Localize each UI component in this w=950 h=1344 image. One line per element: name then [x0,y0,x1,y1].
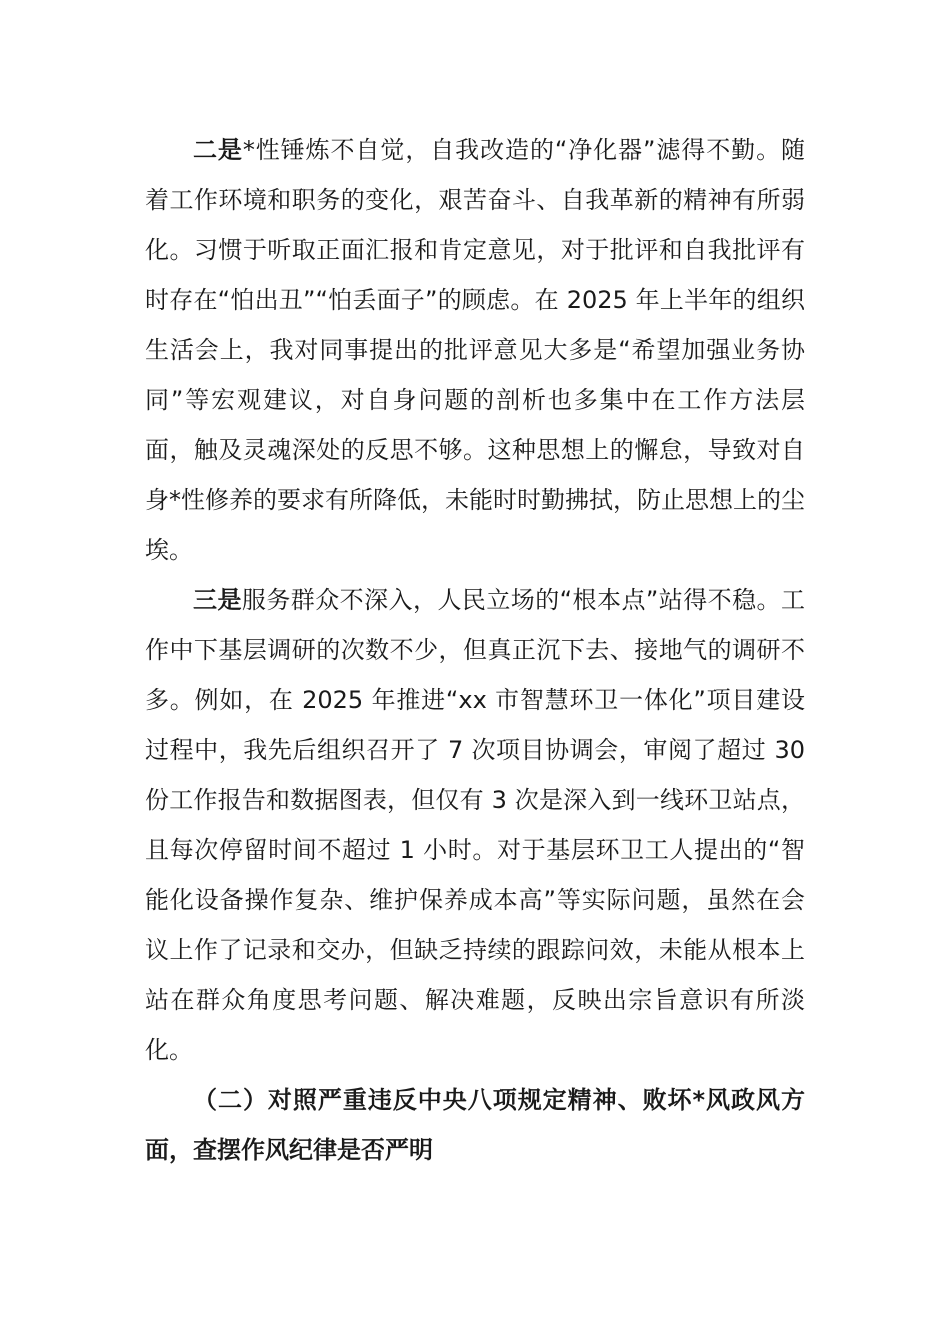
paragraph-three-text: 服务群众不深入，人民立场的“根本点”站得不稳。工作中下基层调研的次数不少，但真正沉下去、接地气的调研不多。例如，在 2025 年推进“xx 市智慧环卫一体化”项目建设过程中，我先后组织召开了 7 次项目协调会，审阅了超过 30 份工作报告和数据图表，但仅有 3 次是深入到一线环卫站点，且每次停留时间不超过 1 小时。对于基层环卫工人提出的“智能化设备操作复杂、维护保养成本高”等实际问题，虽然在会议上作了记录和交办，但缺乏持续的跟踪问效，未能从根本上站在群众角度思考问题、解决难题，反映出宗旨意识有所淡化。 [145,586,805,1064]
section-heading: （二）对照严重违反中央八项规定精神、败坏*风政风方面，查摆作风纪律是否严明 [145,1086,805,1164]
paragraph-two-lead: 二是 [193,136,243,164]
paragraph-three-lead: 三是 [193,586,242,614]
paragraph-three [145,575,805,1075]
document-page [145,125,805,1175]
paragraph-two [145,125,805,575]
paragraph-two-text: *性锤炼不自觉，自我改造的“净化器”滤得不勤。随着工作环境和职务的变化，艰苦奋斗、自我革新的精神有所弱化。习惯于听取正面汇报和肯定意见，对于批评和自我批评有时存在“怕出丑”“怕丢面子”的顾虑。在 2025 年上半年的组织生活会上，我对同事提出的批评意见大多是“希望加强业务协同”等宏观建议，对自身问题的剖析也多集中在工作方法层面，触及灵魂深处的反思不够。这种思想上的懈怠，导致对自身*性修养的要求有所降低，未能时时勤拂拭，防止思想上的尘埃。 [145,136,805,564]
